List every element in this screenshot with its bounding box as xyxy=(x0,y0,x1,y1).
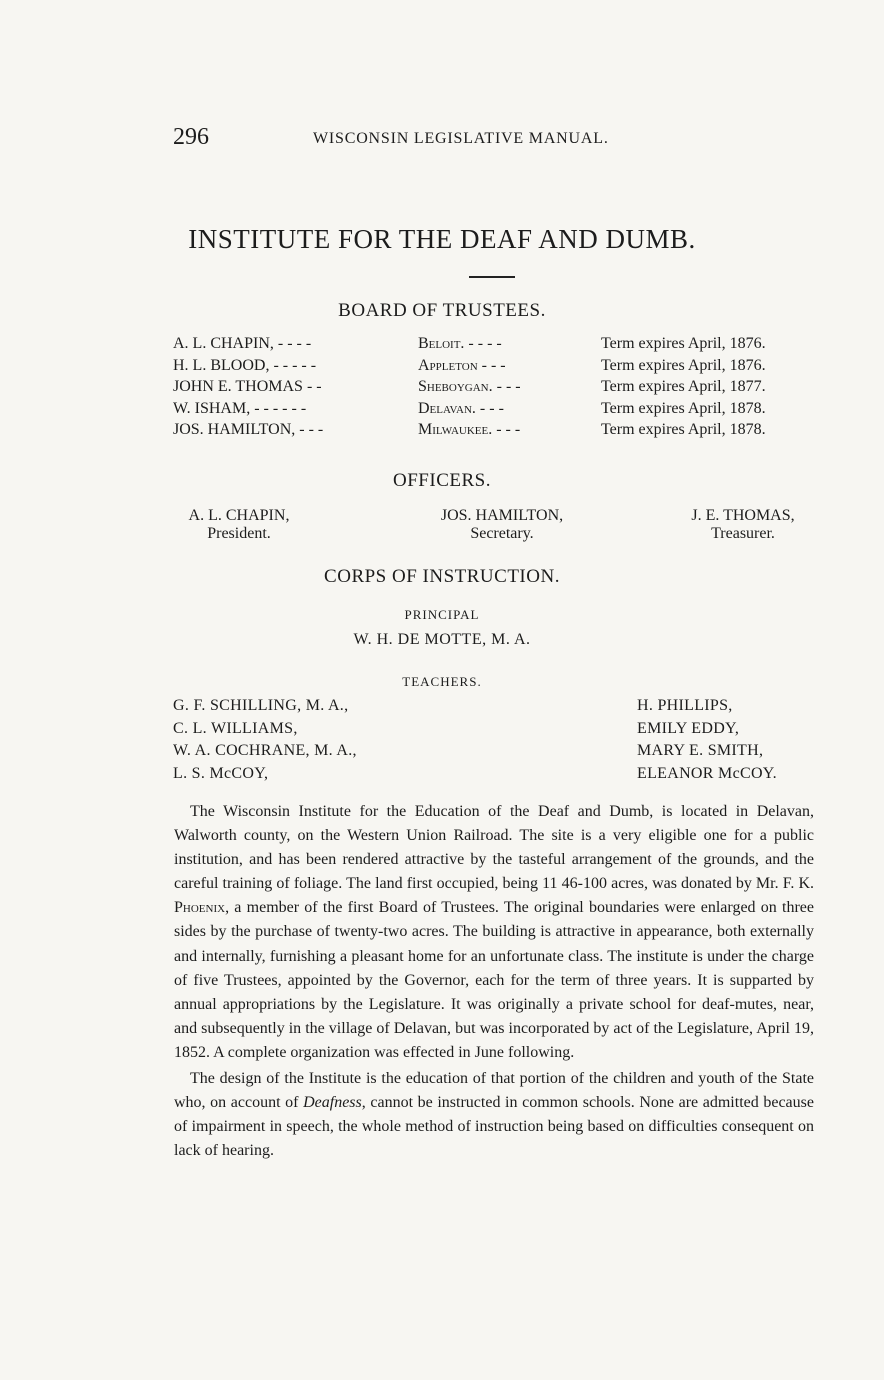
paragraph-text: , a member of the first Board of Trustees. The original boundaries were enlarged on three sides by the purchase of twenty-two acres. The building is attractive in appearance, both externally and internally, furnishing a pleasant home for an unfortunate class. The institute is under the charge of five Trustees, appointed by the Governor, each for the term of three years. It is supparted by annual appropriations by the Legislature. It was originally a private school for deaf-mutes, near, and subsequently in the village of Delavan, but was incorporated by act of the Legislature, April 19, 1852. A complete organization was effected in June following. xyxy=(174,899,814,1061)
officer-president xyxy=(173,507,305,543)
corps-heading: CORPS OF INSTRUCTION. xyxy=(324,566,560,587)
teacher-name: G. F. SCHILLING, M. A., xyxy=(173,697,349,714)
trustee-term: Term expires April, 1876. xyxy=(601,335,766,352)
trustee-place: Milwaukee. - - - xyxy=(418,421,521,438)
trustee-row xyxy=(173,400,818,422)
page-title: INSTITUTE FOR THE DEAF AND DUMB. xyxy=(188,224,696,254)
trustee-row xyxy=(173,335,818,357)
trustee-name: JOHN E. THOMAS - - xyxy=(173,378,322,395)
trustee-name: W. ISHAM, - - - - - - xyxy=(173,399,307,417)
paragraph-text: The design of the Institute is the education of that portion of the children and youth of the State who, on account of xyxy=(174,1070,814,1112)
trustee-place: Sheboygan. - - - xyxy=(418,378,521,395)
donor-name: Phoenix xyxy=(174,899,226,917)
trustee-term: Term expires April, 1876. xyxy=(601,356,766,374)
teacher-name: ELEANOR McCOY. xyxy=(637,764,777,782)
officers-list xyxy=(173,507,818,553)
officer-secretary xyxy=(419,507,585,543)
officer-name: JOS. HAMILTON, xyxy=(440,507,564,524)
paragraph-text: , cannot be instructed in common schools. None are admitted because of impairment in speech, the whole method of instruction being based on difficulties consequent on lack of hearing. xyxy=(174,1094,814,1160)
trustee-term: Term expires April, 1878. xyxy=(601,421,766,438)
trustee-name: A. L. CHAPIN, - - - - xyxy=(173,335,312,352)
body-text xyxy=(174,800,814,1163)
running-head: WISCONSIN LEGISLATIVE MANUAL. xyxy=(313,130,609,147)
teachers-column-right xyxy=(637,697,777,787)
teacher-name: MARY E. SMITH, xyxy=(637,742,764,759)
teachers-label: TEACHERS. xyxy=(402,674,482,689)
officer-treasurer xyxy=(673,507,813,543)
trustee-place: Appleton - - - xyxy=(418,356,506,374)
trustee-row xyxy=(173,378,818,400)
board-heading: BOARD OF TRUSTEES. xyxy=(338,300,546,321)
trustee-term: Term expires April, 1878. xyxy=(601,399,766,417)
body-paragraph-1 xyxy=(174,800,814,1065)
officer-name: A. L. CHAPIN, xyxy=(188,507,290,524)
paragraph-text: The Wisconsin Institute for the Education of the Deaf and Dumb, is located in Delavan, Walworth county, on the Western Union Railroad. The site is a very eligible one for a public institution, and has been rendered attractive by the tasteful arrangement of the grounds, and the careful training of foliage. The land first occupied, being 11 46-100 acres, was donated by Mr. F. K. xyxy=(174,803,814,893)
officer-title: President. xyxy=(207,525,271,542)
teacher-name: C. L. WILLIAMS, xyxy=(173,719,298,737)
teacher-name: W. A. COCHRANE, M. A., xyxy=(173,742,357,759)
officer-title: Secretary. xyxy=(470,525,534,542)
page-number: 296 xyxy=(173,124,209,150)
trustee-place: Beloit. - - - - xyxy=(418,335,502,352)
trustee-place: Delavan. - - - xyxy=(418,399,504,417)
officers-heading: OFFICERS. xyxy=(393,470,491,491)
title-rule xyxy=(469,276,515,278)
trustee-row xyxy=(173,357,818,379)
emphasis-deafness: Deafness xyxy=(303,1094,362,1112)
principal-name: W. H. DE MOTTE, M. A. xyxy=(353,631,531,648)
teacher-name: L. S. McCOY, xyxy=(173,764,269,782)
teachers-column-left xyxy=(173,697,357,787)
trustee-name: JOS. HAMILTON, - - - xyxy=(173,421,324,438)
trustee-row xyxy=(173,421,818,443)
trustees-list xyxy=(173,335,818,443)
teacher-name: H. PHILLIPS, xyxy=(637,697,733,714)
trustee-term: Term expires April, 1877. xyxy=(601,378,766,395)
officer-name: J. E. THOMAS, xyxy=(691,507,795,524)
body-paragraph-2 xyxy=(174,1067,814,1163)
principal-label: PRINCIPAL xyxy=(404,607,480,622)
officer-title: Treasurer. xyxy=(711,525,775,542)
trustee-name: H. L. BLOOD, - - - - - xyxy=(173,356,317,374)
teacher-name: EMILY EDDY, xyxy=(637,719,740,737)
page-header xyxy=(173,124,813,154)
